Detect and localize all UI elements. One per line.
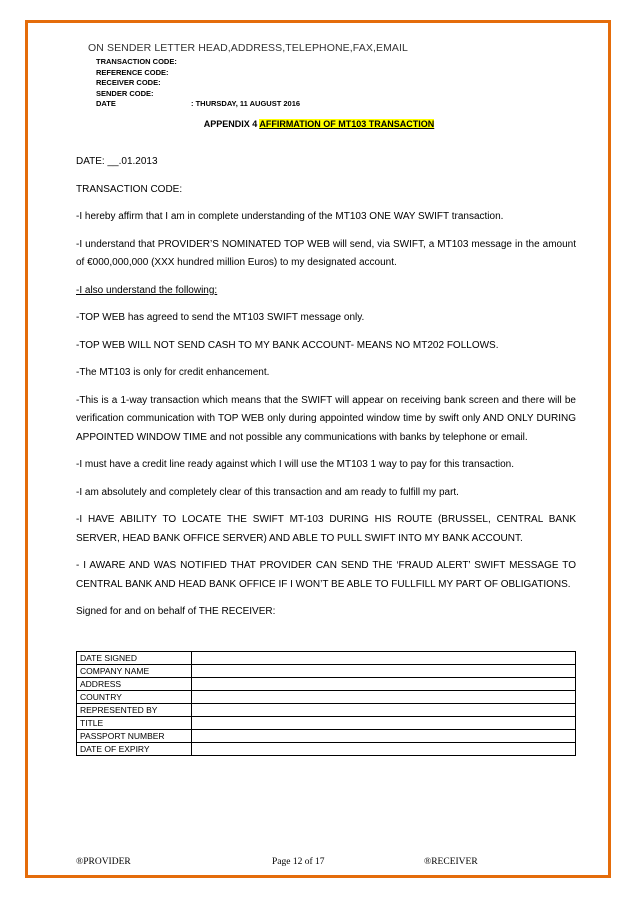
table-value-field[interactable] [192,691,576,704]
table-label: COUNTRY [77,691,192,704]
table-value-field[interactable] [192,704,576,717]
paragraph-also-understand: -I also understand the following: [76,284,218,296]
date-label: DATE [96,99,116,108]
footer-receiver: ®RECEIVER [424,857,478,867]
table-label: PASSPORT NUMBER [77,730,192,743]
meta-row-sender-code: SENDER CODE: [96,88,154,98]
table-row [77,704,576,717]
table-label: TITLE [77,717,192,730]
table-value-field[interactable] [192,717,576,730]
table-row [77,717,576,730]
table-label: COMPANY NAME [77,665,192,678]
table-row [77,730,576,743]
table-label: REPRESENTED BY [77,704,192,717]
footer-provider: ®PROVIDER [76,857,131,867]
letterhead-title: ON SENDER LETTER HEAD,ADDRESS,TELEPHONE,FAX,EMAIL [88,42,408,54]
meta-row-date [96,99,300,110]
table-row [77,678,576,691]
meta-row-receiver-code: RECEIVER CODE: [96,78,161,87]
paragraph-one-way: -This is a 1-way transaction which means that the SWIFT will appear on receiving bank screen and there will be verification communication with TOP WEB only during appointed window time by swift only AND ONLY DURING APPOINTED WINDOW TIME and not possible any communications with banks by telephone or email. [76,394,576,443]
paragraph-no-cash: -TOP WEB WILL NOT SEND CASH TO MY BANK ACCOUNT- MEANS NO MT202 FOLLOWS. [76,339,499,351]
appendix-prefix: APPENDIX 4 [203,119,260,129]
appendix-highlight: AFFIRMATION OF MT103 TRANSACTION [259,119,435,129]
date-line: DATE: __.01.2013 [76,156,158,167]
table-row [77,665,576,678]
paragraph-fraud-alert: - I AWARE AND WAS NOTIFIED THAT PROVIDER CAN SEND THE ‘FRAUD ALERT’ SWIFT MESSAGE TO CENTRAL BANK AND HEAD BANK OFFICE IF I WON’T BE ABLE TO FULLFILL MY PART OF OBLIGATIONS. [76,560,576,590]
table-value-field[interactable] [192,652,576,665]
date-value: : THURSDAY, 11 AUGUST 2016 [191,99,301,108]
document-body [76,153,576,631]
meta-row-transaction-code: TRANSACTION CODE: [96,57,177,66]
table-value-field[interactable] [192,678,576,691]
table-value-field[interactable] [192,730,576,743]
signed-for-line: Signed for and on behalf of THE RECEIVER: [76,606,276,617]
table-row [77,743,576,756]
paragraph-credit-enhancement: -The MT103 is only for credit enhancement. [76,367,270,378]
paragraph-affirm: -I hereby affirm that I am in complete understanding of the MT103 ONE WAY SWIFT transaction. [76,211,504,222]
paragraph-top-web-agreed: -TOP WEB has agreed to send the MT103 SWIFT message only. [76,312,365,323]
receiver-details-table [76,651,576,756]
table-row [77,691,576,704]
paragraph-clear: -I am absolutely and completely clear of this transaction and am ready to fulfill my part. [76,486,459,498]
appendix-heading [0,119,638,129]
paragraph-locate-swift: -I HAVE ABILITY TO LOCATE THE SWIFT MT-103 DURING HIS ROUTE (BRUSSEL, CENTRAL BANK SERVER, HEAD BANK OFFICE SERVER) AND ABLE TO PULL SWIFT INTO MY BANK ACCOUNT. [76,514,576,544]
meta-row-reference-code: REFERENCE CODE: [96,67,169,77]
transaction-code-line: TRANSACTION CODE: [76,183,183,195]
transaction-meta [96,57,300,110]
table-value-field[interactable] [192,743,576,756]
table-label: ADDRESS [77,678,192,691]
table-label: DATE OF EXPIRY [77,743,192,756]
table-row [77,652,576,665]
table-label: DATE SIGNED [77,652,192,665]
table-value-field[interactable] [192,665,576,678]
paragraph-credit-line: -I must have a credit line ready against which I will use the MT103 1 way to pay for this transaction. [76,459,514,470]
footer-page-number: Page 12 of 17 [272,857,325,867]
paragraph-understand: -I understand that PROVIDER’S NOMINATED TOP WEB will send, via SWIFT, a MT103 message in the amount of €000,000,000 (XXX hundred million Euros) to my designated account. [76,238,576,268]
